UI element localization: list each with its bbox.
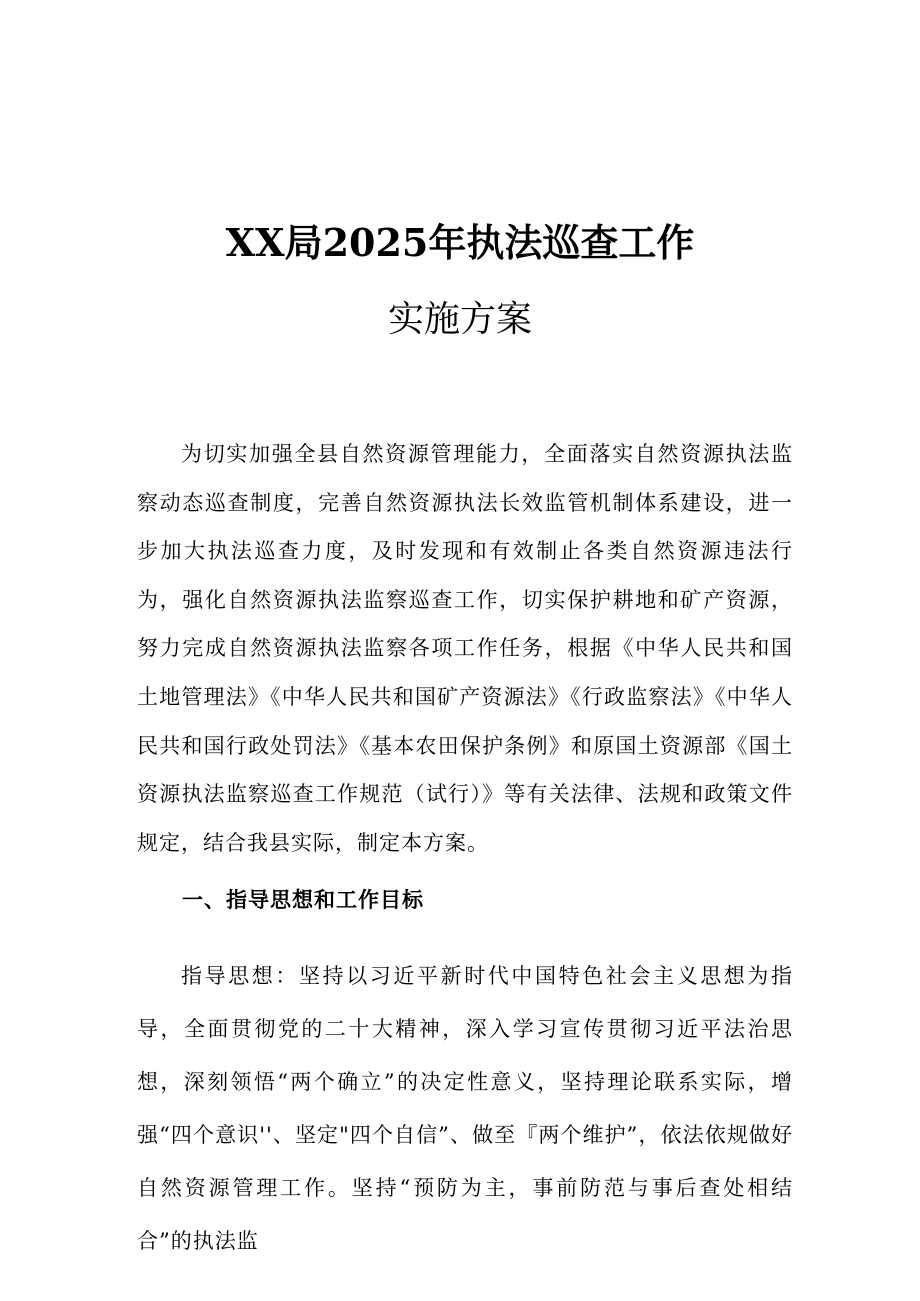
guiding-thought-paragraph: 指导思想：坚持以习近平新时代中国特色社会主义思想为指导，全面贯彻党的二十大精神，深入学习宣传贯彻习近平法治思想，深刻领悟“两个确立”的决定性意义，坚持理论联系实际，增强“四个意识''、坚定"四个自信”、做至『两个维护”，依法依规做好自然资源管理工作。坚持“预防为主，事前防范与事后查处相结合”的执法监 xyxy=(137,964,793,1253)
section-heading-1: 一、指导思想和工作目标 xyxy=(182,888,424,912)
intro-paragraph: 为切实加强全县自然资源管理能力，全面落实自然资源执法监察动态巡查制度，完善自然资源执法长效监管机制体系建设，进一步加大执法巡查力度，及时发现和有效制止各类自然资源违法行为，强化自然资源执法监察巡查工作，切实保护耕地和矿产资源，努力完成自然资源执法监察各项工作任务，根据《中华人民共和国土地管理法》《中华人民共和国矿产资源法》《行政监察法》《中华人民共和国行政处罚法》《基本农田保护条例》和原国土资源部《国土资源执法监察巡查工作规范（试行）》等有关法律、法规和政策文件规定，结合我县实际，制定本方案。 xyxy=(137,442,793,855)
document-title-line1: XX局2025年执法巡查工作 xyxy=(225,220,695,265)
document-title-line2: 实施方案 xyxy=(387,299,532,340)
